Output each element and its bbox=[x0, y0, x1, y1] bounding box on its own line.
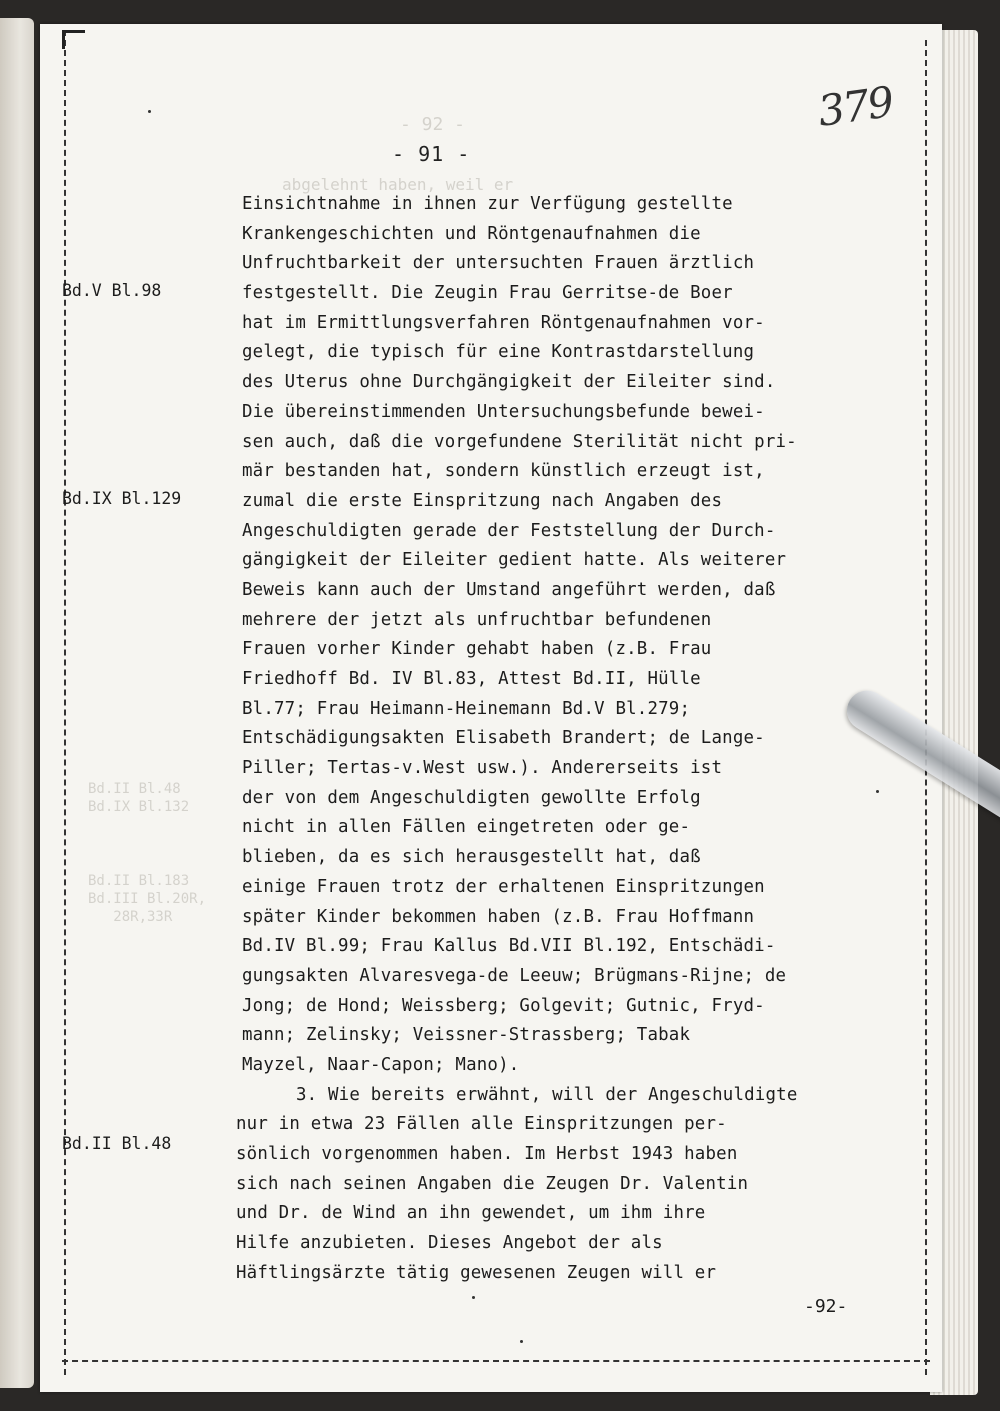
text-line: 3. Wie bereits erwähnt, will der Angeschuldigte bbox=[296, 1084, 798, 1105]
text-line: mann; Zelinsky; Veissner-Strassberg; Tabak bbox=[242, 1025, 691, 1046]
text-line: Einsichtnahme in ihnen zur Verfügung gestellte bbox=[242, 194, 733, 214]
text-line: nur in etwa 23 Fällen alle Einspritzungen per- bbox=[236, 1114, 727, 1135]
text-line: mehrere der jetzt als unfruchtbar befundenen bbox=[242, 609, 712, 630]
handwritten-folio-number: 379 bbox=[814, 77, 896, 136]
text-line: des Uterus ohne Durchgängigkeit der Eileiter sind. bbox=[242, 372, 776, 393]
text-line: Angeschuldigten gerade der Feststellung der Durch- bbox=[242, 520, 776, 541]
text-line: nicht in allen Fällen eingetreten oder ge- bbox=[242, 817, 691, 838]
bottom-border-line bbox=[62, 1360, 930, 1362]
text-line: festgestellt. Die Zeugin Frau Gerritse-de Boer bbox=[242, 283, 733, 304]
page-number: - 91 - bbox=[392, 142, 471, 166]
margin-reference: Bd.V Bl.98 bbox=[62, 281, 162, 300]
bleed-through-text: abgelehnt haben, weil er bbox=[282, 175, 514, 194]
text-line: mär bestanden hat, sondern künstlich erzeugt ist, bbox=[242, 461, 765, 482]
text-line: Friedhoff Bd. IV Bl.83, Attest Bd.II, Hülle bbox=[242, 669, 701, 689]
text-line: blieben, da es sich herausgestellt hat, daß bbox=[242, 847, 701, 868]
bleed-through-refs-1: Bd.II Bl.48 Bd.IX Bl.132 bbox=[88, 781, 190, 815]
text-line: Piller; Tertas-v.West usw.). Andererseits ist bbox=[242, 758, 723, 779]
text-line: sich nach seinen Angaben die Zeugen Dr. Valentin bbox=[236, 1173, 749, 1194]
right-border-line bbox=[925, 40, 927, 1375]
text-line: später Kinder bekommen haben (z.B. Frau Hoffmann bbox=[242, 906, 755, 927]
margin-reference: Bd.II Bl.48 bbox=[62, 1134, 172, 1153]
text-line: hat im Ermittlungsverfahren Röntgenaufnahmen vor- bbox=[242, 312, 765, 333]
text-line: Bl.77; Frau Heimann-Heinemann Bd.V Bl.279; bbox=[242, 698, 691, 719]
text-line: einige Frauen trotz der erhaltenen Einspritzungen bbox=[242, 876, 765, 897]
text-line: Unfruchtbarkeit der untersuchten Frauen ärztlich bbox=[242, 253, 755, 274]
text-line: Beweis kann auch der Umstand angeführt werden, daß bbox=[242, 579, 776, 600]
left-border-line bbox=[64, 30, 66, 1375]
text-line: Entschädigungsakten Elisabeth Brandert; de Lange- bbox=[242, 728, 765, 749]
text-line: der von dem Angeschuldigten gewollte Erfolg bbox=[242, 787, 701, 808]
ink-speck bbox=[520, 1340, 523, 1343]
text-line: Bd.IV Bl.99; Frau Kallus Bd.VII Bl.192, Entschädi- bbox=[242, 936, 776, 957]
text-line: Hilfe anzubieten. Dieses Angebot der als bbox=[236, 1233, 663, 1254]
bleed-through-refs-2: Bd.II Bl.183 Bd.III Bl.20R, 28R,33R bbox=[88, 873, 207, 925]
corner-mark bbox=[62, 30, 85, 49]
text-line: zumal die erste Einspritzung nach Angaben des bbox=[242, 490, 723, 511]
body-text bbox=[236, 190, 882, 1288]
text-line: sönlich vorgenommen haben. Im Herbst 1943 haben bbox=[236, 1144, 738, 1164]
text-line: Krankengeschichten und Röntgenaufnahmen die bbox=[242, 223, 701, 244]
text-line: und Dr. de Wind an ihn gewendet, um ihm ihre bbox=[236, 1203, 706, 1224]
text-line: gungsakten Alvaresvega-de Leeuw; Brügmans-Rijne; de bbox=[242, 965, 787, 986]
margin-reference: Bd.IX Bl.129 bbox=[62, 489, 182, 508]
ink-speck bbox=[148, 110, 151, 113]
ink-speck bbox=[472, 1296, 475, 1299]
ink-speck bbox=[876, 790, 879, 793]
text-line: Die übereinstimmenden Untersuchungsbefunde bewei- bbox=[242, 401, 765, 422]
bleed-through-page-number: - 92 - bbox=[400, 114, 466, 135]
text-line: gelegt, die typisch für eine Kontrastdarstellung bbox=[242, 342, 755, 363]
facing-page-edge bbox=[0, 18, 34, 1388]
text-line: gängigkeit der Eileiter gedient hatte. Als weiterer bbox=[242, 550, 787, 571]
text-line: Häftlingsärzte tätig gewesenen Zeugen will er bbox=[236, 1262, 717, 1283]
text-line: Jong; de Hond; Weissberg; Golgevit; Gutnic, Fryd- bbox=[242, 995, 765, 1016]
text-line: sen auch, daß die vorgefundene Sterilität nicht pri- bbox=[242, 431, 797, 452]
text-line: Mayzel, Naar-Capon; Mano). bbox=[242, 1054, 520, 1075]
text-line: Frauen vorher Kinder gehabt haben (z.B. Frau bbox=[242, 639, 712, 660]
next-page-marker: -92- bbox=[804, 1296, 848, 1317]
